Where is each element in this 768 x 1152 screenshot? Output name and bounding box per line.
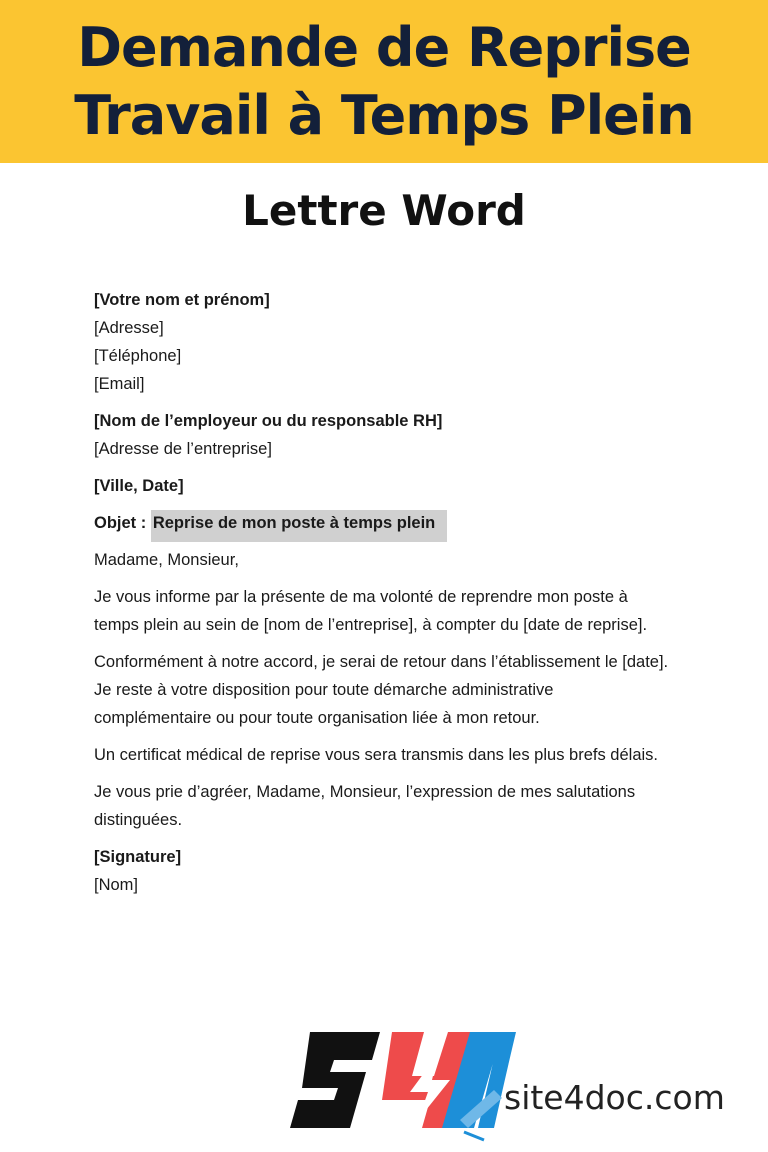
- letter-body: [94, 286, 674, 899]
- subject-text: Reprise de mon poste à temps plein: [151, 510, 447, 542]
- recipient-address: [Adresse de l’entreprise]: [94, 440, 272, 458]
- subject-line: [94, 509, 674, 537]
- paragraph-1: Je vous informe par la présente de ma volonté de reprendre mon poste à temps plein au sein de [nom de l’entreprise], à compter du [date de reprise].: [94, 588, 648, 634]
- title-banner: [0, 0, 768, 163]
- paragraph-3: Un certificat médical de reprise vous sera transmis dans les plus brefs délais.: [94, 746, 658, 764]
- signature: [Signature]: [94, 848, 182, 866]
- sender-email: [Email]: [94, 375, 145, 393]
- greeting: Madame, Monsieur,: [94, 551, 239, 569]
- closing: Je vous prie d’agréer, Madame, Monsieur, l’expression de mes salutations distinguées.: [94, 783, 636, 829]
- sender-name-bottom: [Nom]: [94, 876, 139, 894]
- recipient-name: [Nom de l’employeur ou du responsable RH]: [94, 412, 443, 430]
- sender-phone: [Téléphone]: [94, 347, 182, 365]
- sender-address: [Adresse]: [94, 319, 164, 337]
- place-date: [Ville, Date]: [94, 477, 184, 495]
- title-line-2: Travail à Temps Plein: [74, 83, 694, 147]
- sender-name: [Votre nom et prénom]: [94, 291, 270, 309]
- logo-s-shape: [290, 1032, 380, 1128]
- subtitle: Lettre Word: [242, 186, 526, 235]
- site-name: site4doc.com: [504, 1078, 725, 1117]
- paragraph-2: Conformément à notre accord, je serai de retour dans l’établissement le [date]. Je reste à votre disposition pour toute démarche administrative complémentaire ou pour toute organisation liée à mon retour.: [94, 653, 669, 727]
- title-line-1: Demande de Reprise: [77, 15, 691, 79]
- subject-label: Objet :: [94, 514, 147, 532]
